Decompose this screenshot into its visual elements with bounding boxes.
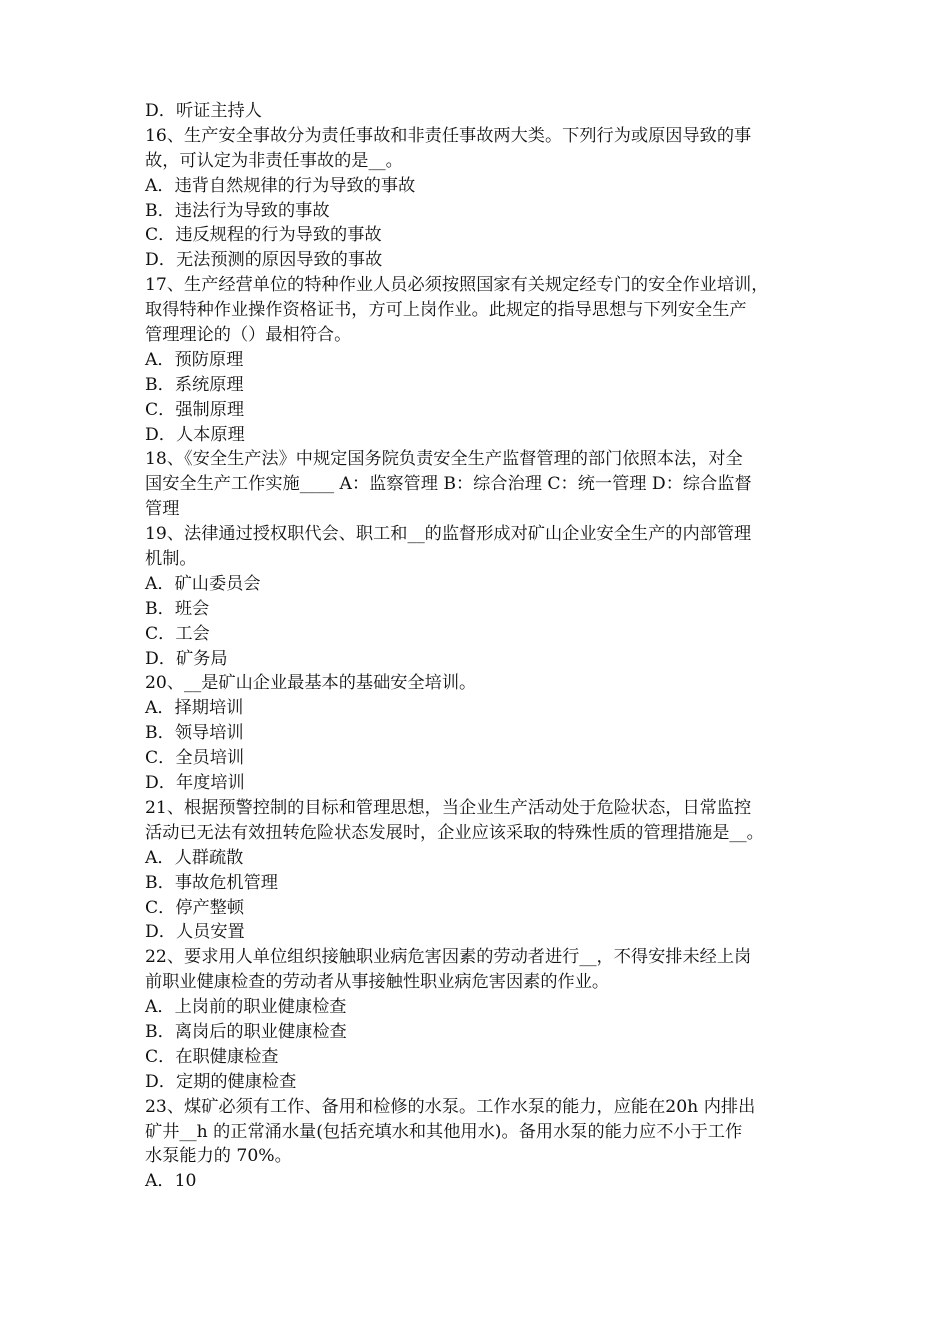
question-20-option-b: B．领导培训 [145, 723, 244, 744]
question-20-option-a: A．择期培训 [145, 698, 244, 719]
question-22-text-cont: 前职业健康检查的劳动者从事接触性职业病危害因素的作业。 [145, 972, 610, 993]
question-22-option-d: D．定期的健康检查 [145, 1071, 297, 1092]
question-19-text: 19、法律通过授权职代会、职工和__的监督形成对矿山企业安全生产的内部管理 [145, 524, 752, 545]
question-19-option-b: B．班会 [145, 598, 210, 619]
question-23-text-cont: 水泵能力的 70%。 [145, 1146, 292, 1167]
question-16-option-b: B．违法行为导致的事故 [145, 200, 330, 221]
question-19-option-c: C．工会 [145, 623, 210, 644]
question-20-text: 20、__是矿山企业最基本的基础安全培训。 [145, 673, 477, 694]
question-21-text: 21、根据预警控制的目标和管理思想，当企业生产活动处于危险状态，日常监控 [145, 797, 752, 818]
question-17-option-c: C．强制原理 [145, 399, 245, 420]
question-21-option-b: B．事故危机管理 [145, 872, 278, 893]
question-20-option-c: C．全员培训 [145, 748, 245, 769]
question-16-option-d: D．无法预测的原因导致的事故 [145, 250, 383, 271]
question-16-text: 16、生产安全事故分为责任事故和非责任事故两大类。下列行为或原因导致的事 [145, 125, 752, 146]
question-21-text-cont: 活动已无法有效扭转危险状态发展时，企业应该采取的特殊性质的管理措施是__。 [145, 822, 764, 843]
question-23-text: 23、煤矿必须有工作、备用和检修的水泵。工作水泵的能力，应能在20h 内排出 [145, 1096, 756, 1117]
question-16-text-cont: 故，可认定为非责任事故的是__。 [145, 150, 403, 171]
question-21-option-c: C．停产整顿 [145, 897, 245, 918]
question-17-text-cont: 取得特种作业操作资格证书，方可上岗作业。此规定的指导思想与下列安全生产 [145, 300, 747, 321]
question-22-option-a: A．上岗前的职业健康检查 [145, 997, 347, 1018]
question-22-text: 22、要求用人单位组织接触职业病危害因素的劳动者进行__，不得安排未经上岗 [145, 947, 752, 968]
question-20-option-d: D．年度培训 [145, 773, 245, 794]
question-17-option-d: D．人本原理 [145, 424, 245, 445]
question-17-text: 17、生产经营单位的特种作业人员必须按照国家有关规定经专门的安全作业培训， [145, 275, 769, 296]
question-22-option-b: B．离岗后的职业健康检查 [145, 1021, 347, 1042]
question-18-text: 18、《安全生产法》中规定国务院负责安全生产监督管理的部门依照本法，对全 [145, 449, 743, 470]
question-19-text-cont: 机制。 [145, 549, 197, 570]
question-19-option-a: A．矿山委员会 [145, 573, 261, 594]
question-19-option-d: D．矿务局 [145, 648, 228, 669]
question-17-option-b: B．系统原理 [145, 374, 244, 395]
question-23-text-cont: 矿井__h 的正常涌水量(包括充填水和其他用水)。备用水泵的能力应不小于工作 [145, 1121, 743, 1142]
question-18-text-cont: 国安全生产工作实施____ A：监察管理 B：综合治理 C：统一管理 D：综合监督 [145, 474, 752, 495]
option-d-hearing-host: D．听证主持人 [145, 101, 262, 121]
question-17-text-cont: 管理理论的（）最相符合。 [145, 325, 352, 346]
document-body [145, 99, 813, 1194]
question-23-option-a: A．10 [145, 1171, 197, 1192]
question-22-option-c: C．在职健康检查 [145, 1046, 279, 1067]
question-17-option-a: A．预防原理 [145, 349, 244, 370]
question-21-option-a: A．人群疏散 [145, 847, 244, 868]
question-16-option-c: C．违反规程的行为导致的事故 [145, 225, 382, 246]
question-21-option-d: D．人员安置 [145, 922, 245, 943]
question-18-text-cont: 管理 [145, 499, 180, 520]
question-16-option-a: A．违背自然规律的行为导致的事故 [145, 175, 416, 196]
